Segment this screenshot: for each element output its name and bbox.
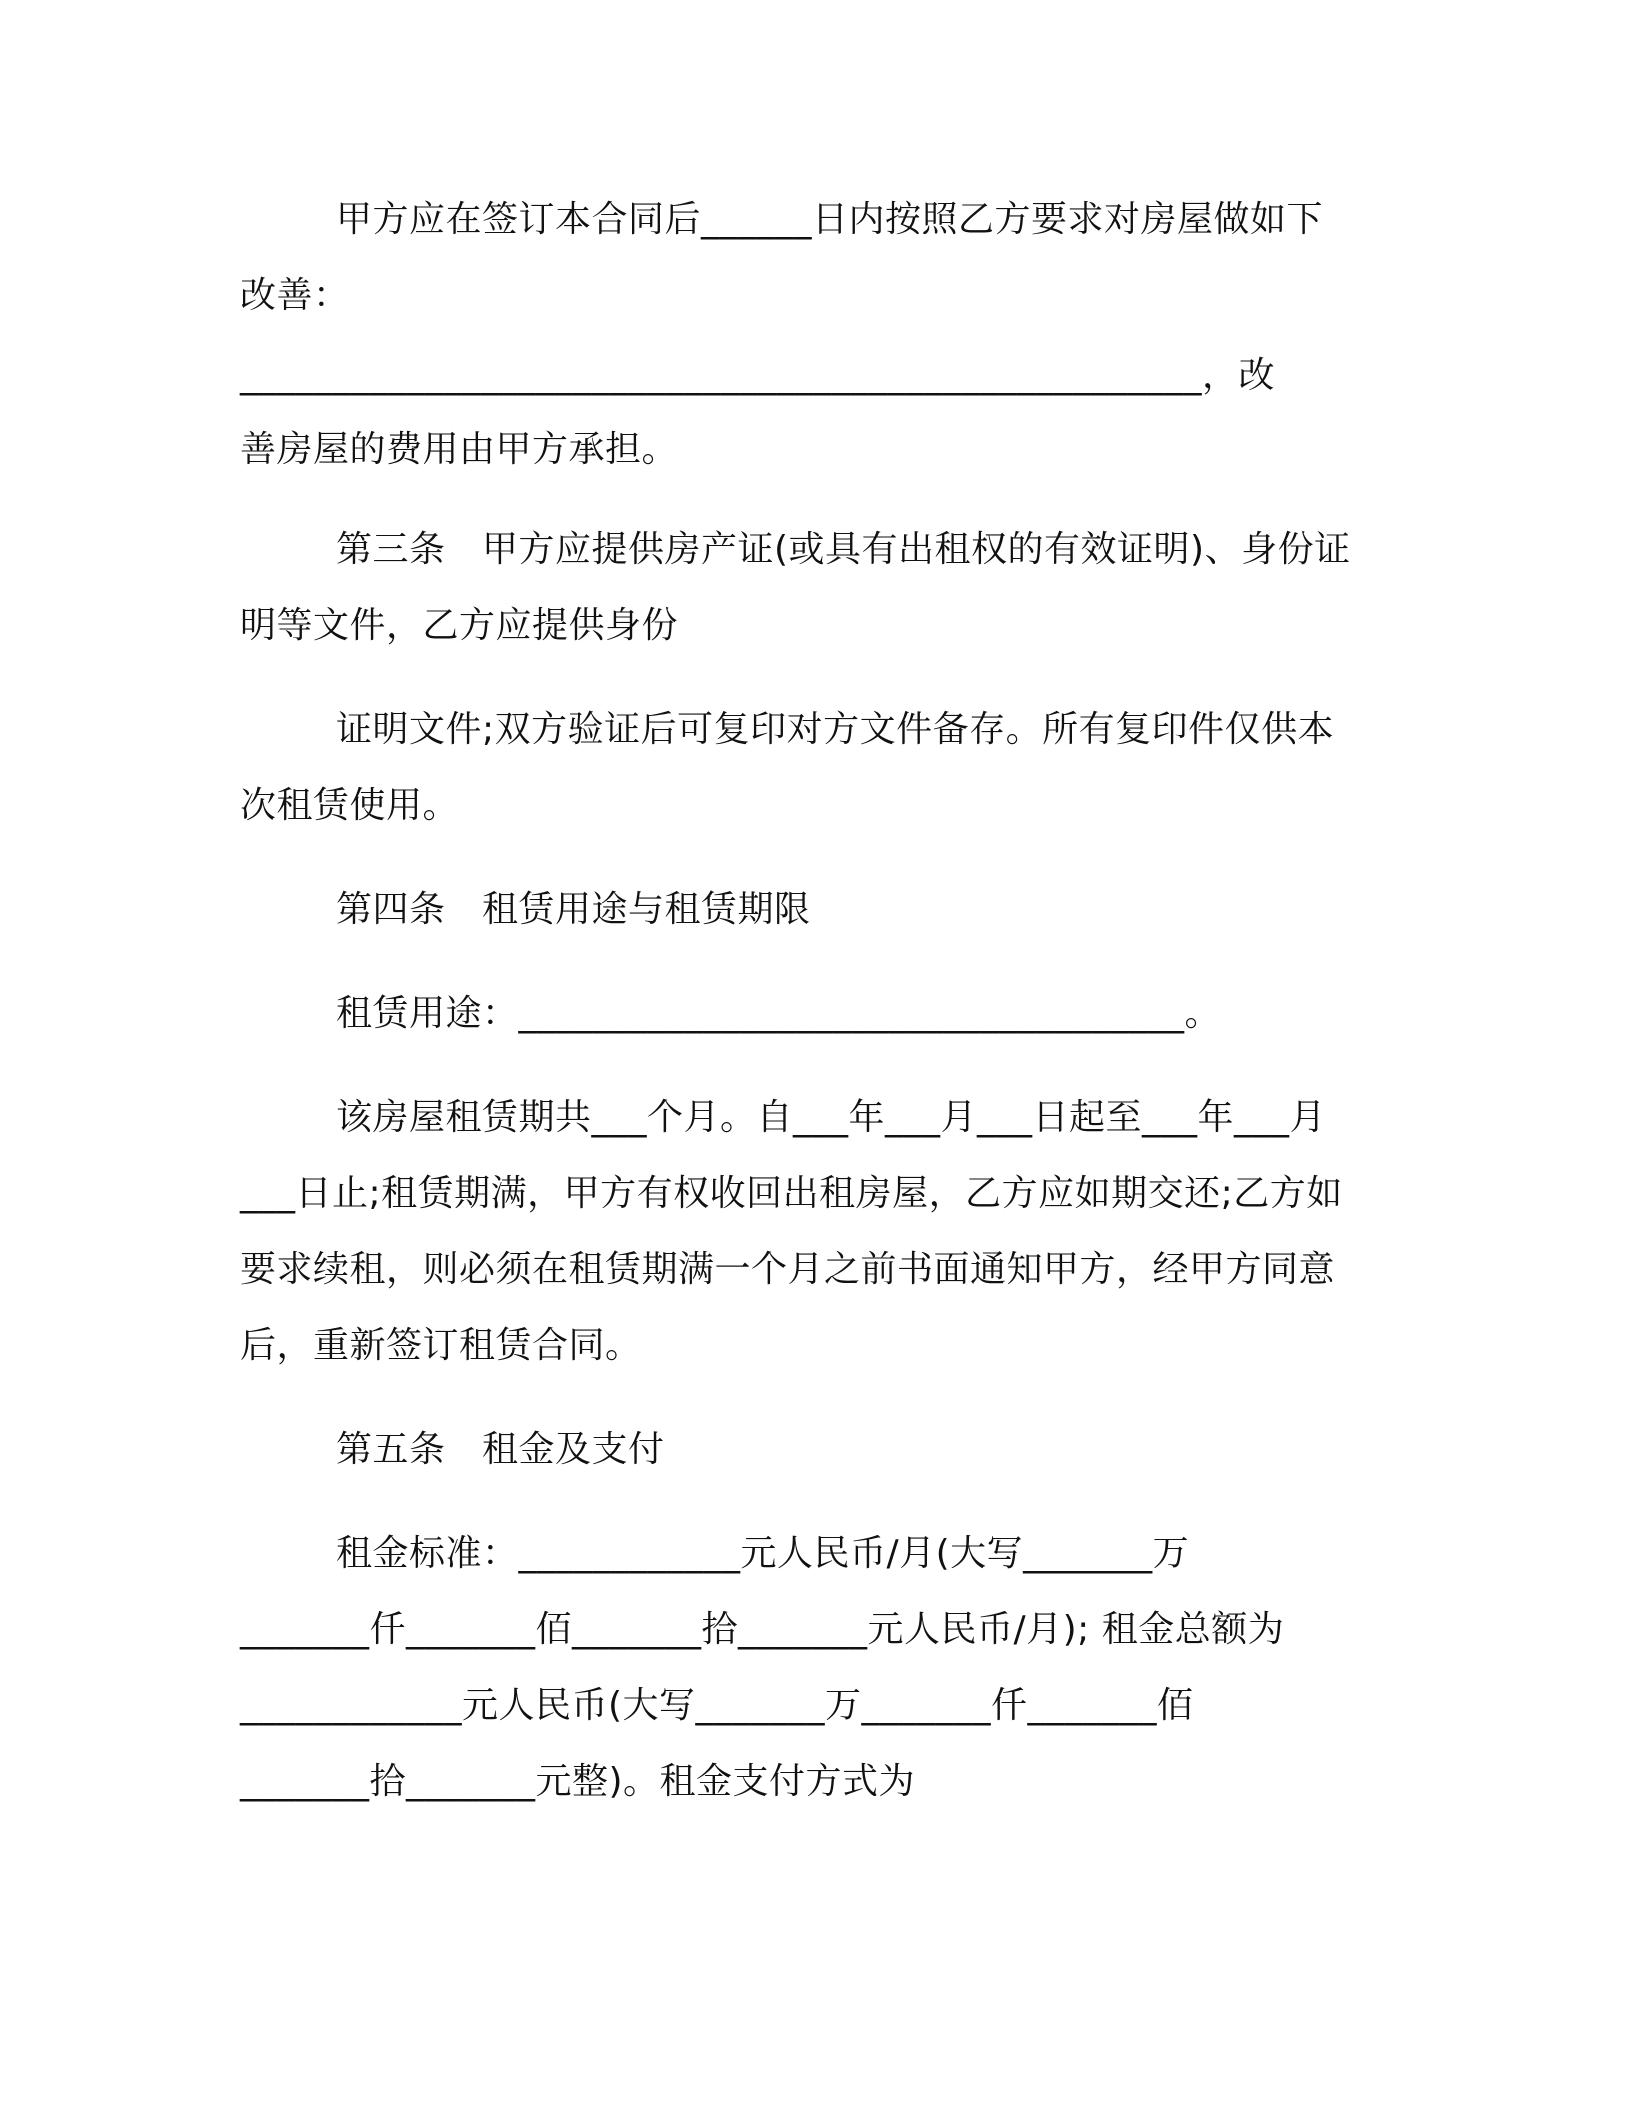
paragraph-line: 租赁用途：____________________________________。 <box>336 993 1222 1034</box>
paragraph-line: 善房屋的费用由甲方承担。 <box>240 429 679 470</box>
article-heading-4: 第四条 租赁用途与租赁期限 <box>336 889 811 930</box>
paragraph-line: 改善： <box>240 275 350 316</box>
paragraph-line: 要求续租，则必须在租赁期满一个月之前书面通知甲方，经甲方同意 <box>240 1249 1336 1290</box>
article-heading-5: 第五条 租金及支付 <box>336 1429 665 1470</box>
paragraph-line: 证明文件;双方验证后可复印对方文件备存。所有复印件仅供本 <box>336 709 1335 750</box>
paragraph-line: 次租赁使用。 <box>240 785 460 826</box>
paragraph-line: 甲方应在签订本合同后______日内按照乙方要求对房屋做如下 <box>336 199 1324 240</box>
paragraph-line: _______仟_______佰_______拾_______元人民币/月); 租金总额为 <box>240 1609 1285 1650</box>
paragraph-line: 该房屋租赁期共___个月。自___年___月___日起至___年___月 <box>336 1097 1327 1138</box>
article-heading-3: 第三条 甲方应提供房产证(或具有出租权的有效证明)、身份证 <box>336 529 1351 570</box>
paragraph-line: ___日止;租赁期满，甲方有权收回出租房屋，乙方应如期交还;乙方如 <box>240 1173 1343 1214</box>
paragraph-line: 后，重新签订租赁合同。 <box>240 1325 642 1366</box>
paragraph-line: 租金标准：____________元人民币/月(大写_______万 <box>336 1533 1190 1574</box>
paragraph-line: ____________元人民币(大写_______万_______仟_______佰 <box>240 1685 1194 1726</box>
paragraph-line: 明等文件，乙方应提供身份 <box>240 605 679 646</box>
paragraph-line: ____________________________________________________，改 <box>240 355 1275 396</box>
paragraph-line: _______拾_______元整)。租金支付方式为 <box>240 1761 916 1802</box>
